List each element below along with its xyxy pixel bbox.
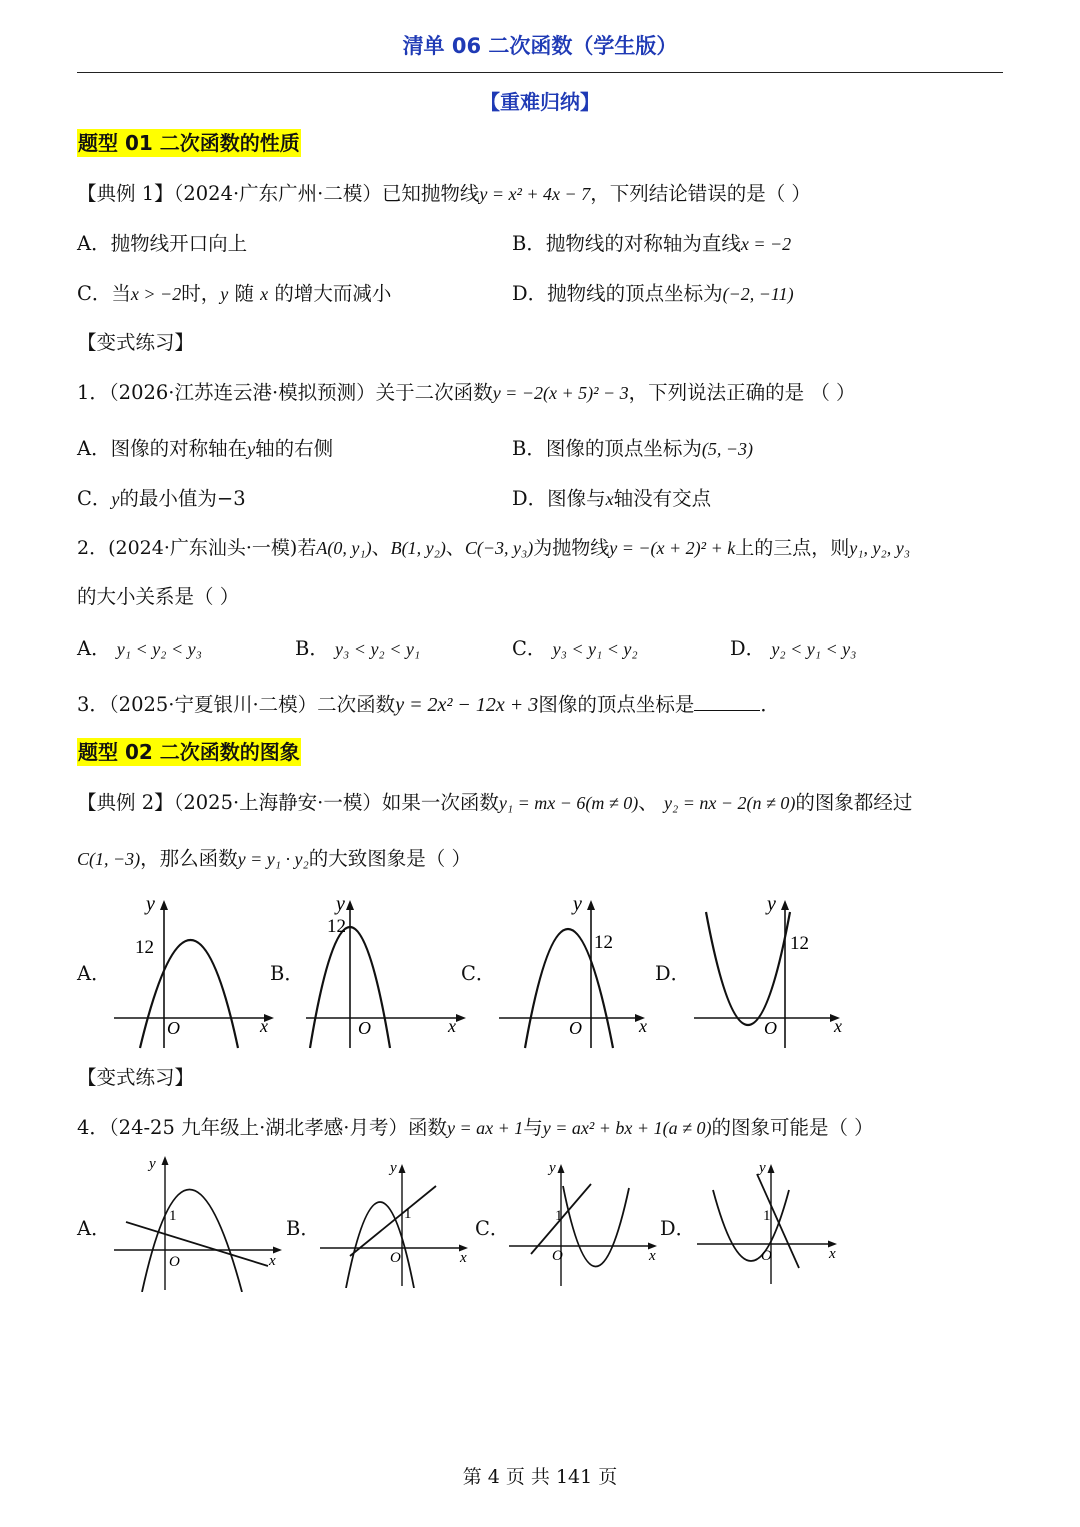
y-axis-label: y: [336, 893, 345, 915]
graph1-d-label: D．: [655, 962, 691, 985]
origin-label: O: [169, 1254, 180, 1270]
y-axis-arrow-icon: [399, 1164, 406, 1173]
q2-option-a: [77, 633, 202, 661]
origin-label: O: [358, 1018, 371, 1038]
q2-sep-2: 、: [445, 537, 465, 559]
q1-b-math: (5, −3): [701, 439, 753, 459]
x-axis-label: x: [829, 1246, 836, 1262]
parabola-curve: [142, 1190, 242, 1293]
q1-d-text-1: D．图像与: [512, 487, 606, 510]
option-c-math-3: x: [260, 284, 269, 304]
q2-option-d: [730, 633, 856, 661]
topic-1-heading: [77, 127, 301, 156]
example-2-f3: y = y₁ · y₂: [237, 849, 309, 869]
origin-label: O: [761, 1248, 772, 1264]
x-axis-label: x: [834, 1016, 842, 1036]
q1-text-1: 1．（2026·江苏连云港·模拟预测）关于二次函数: [77, 381, 493, 404]
topic-1-title: 题型 01 二次函数的性质: [78, 131, 300, 155]
example-2: [77, 787, 912, 815]
q1-text-2: ，下列说法正确的是 （ ）: [628, 381, 856, 404]
q2-c-math: y₃ < y₁ < y₂: [552, 639, 638, 659]
y-axis-label: y: [390, 1160, 397, 1176]
question-3: [77, 689, 780, 717]
q2-a-math: y₁ < y₂ < y₃: [116, 639, 202, 659]
graph1-d: [690, 892, 862, 1050]
option-c-math-2: y: [220, 284, 229, 304]
example-1-option-a: A．抛物线开口向上: [77, 232, 248, 255]
y-axis-label: y: [149, 1156, 156, 1172]
q1-a-text-1: A．图像的对称轴在: [77, 437, 248, 460]
y-axis-arrow-icon: [558, 1164, 565, 1173]
x-axis-label: x: [639, 1016, 647, 1036]
graph2-a: [112, 1152, 288, 1292]
y-axis-label: y: [549, 1160, 556, 1176]
graph2-b: [318, 1156, 478, 1288]
linear-line: [350, 1186, 436, 1256]
graph2-d-label: D．: [660, 1217, 696, 1240]
option-c-text-1: C．当: [77, 282, 131, 305]
graph1-c-label: C．: [461, 962, 496, 985]
q4-f2: y = ax² + bx + 1(a ≠ 0): [542, 1118, 712, 1138]
y-axis-arrow-icon: [587, 900, 595, 910]
q1-a-math: y: [247, 439, 256, 459]
origin-label: O: [552, 1248, 563, 1264]
intercept-label: 12: [327, 916, 346, 937]
example-1-formula: y = x² + 4x − 7: [479, 184, 591, 204]
q1-a-text-2: 轴的右侧: [255, 437, 334, 460]
parabola-curve: [140, 940, 238, 1048]
question-2: [77, 533, 910, 560]
intercept-label: 12: [790, 933, 809, 954]
y-axis-label: y: [767, 893, 776, 915]
intercept-label: 1: [763, 1208, 771, 1224]
option-c-math-1: x > −2: [130, 284, 182, 304]
q2-point-b: B(1, y₂): [390, 538, 446, 558]
q3-end: ．: [760, 693, 780, 716]
q2-option-b: [295, 633, 420, 661]
example-1-label: 【典例 1】: [77, 182, 174, 205]
graph1-b: [302, 892, 474, 1050]
q2-a-label: A．: [77, 637, 111, 660]
q1-d-text-2: 轴没有交点: [613, 487, 712, 510]
question-1: [77, 377, 856, 405]
q4-text-3: 的图象可能是（ ）: [711, 1116, 874, 1139]
example-1-source: （2024·广东广州·二模）已知抛物线: [173, 182, 480, 205]
option-b-text: B．抛物线的对称轴为直线: [512, 232, 741, 255]
q1-option-c: [77, 483, 246, 511]
intercept-label: 12: [135, 937, 154, 958]
x-axis-label: x: [649, 1248, 656, 1264]
q2-point-a: A(0, y₁): [316, 538, 372, 558]
y-axis-arrow-icon: [160, 900, 168, 910]
example-1-option-d: [512, 278, 794, 306]
q3-text-2: 图像的顶点坐标是: [538, 693, 695, 716]
q3-formula: y = 2x² − 12x + 3: [395, 694, 539, 716]
q2-option-c: [512, 633, 638, 661]
q2-text-3: 上的三点，则: [735, 537, 850, 559]
option-b-math: x = −2: [740, 234, 792, 254]
example-2-tail: 的图象都经过: [795, 791, 913, 814]
q4-text-2: 与: [523, 1116, 543, 1139]
example-2-f1: y₁ = mx − 6(m ≠ 0): [498, 793, 639, 813]
example-2-f2: y₂ = nx − 2(n ≠ 0): [664, 793, 796, 813]
q3-text-1: 3．（2025·宁夏银川·二模）二次函数: [77, 693, 396, 716]
q1-c-math: y: [111, 489, 120, 509]
practice-label-2: 【变式练习】: [77, 1066, 195, 1089]
q2-point-c: C(−3, y₃): [464, 538, 534, 558]
q1-b-text: B．图像的顶点坐标为: [512, 437, 702, 460]
x-axis-label: x: [460, 1250, 467, 1266]
y-axis-arrow-icon: [346, 900, 354, 910]
graph2-c-label: C．: [475, 1217, 510, 1240]
page-title: 清单 06 二次函数（学生版）: [402, 34, 678, 58]
q1-option-d: [512, 483, 711, 511]
example-2-point: C(1, −3): [77, 849, 141, 869]
example-2-tail-2: ，那么函数: [140, 847, 238, 870]
y-axis-arrow-icon: [768, 1164, 775, 1173]
q1-option-b: [512, 433, 753, 461]
origin-label: O: [764, 1018, 777, 1038]
example-2-label: 【典例 2】: [77, 791, 174, 814]
q3-answer-blank[interactable]: [694, 692, 760, 711]
question-4: [77, 1112, 874, 1140]
page-number: 第 4 页 共 141 页: [462, 1466, 618, 1488]
option-c-text-2: 时，: [181, 282, 221, 305]
q1-formula: y = −2(x + 5)² − 3: [492, 383, 629, 403]
section-heading: 【重难归纳】: [480, 90, 600, 114]
y-axis-arrow-icon: [162, 1156, 169, 1165]
example-2-tail-3: 的大致图象是（ ）: [308, 847, 471, 870]
option-d-math: (−2, −11): [722, 284, 794, 304]
intercept-label: 1: [169, 1208, 177, 1224]
graph1-a-label: A．: [77, 962, 111, 985]
x-axis-label: x: [448, 1016, 456, 1036]
header-divider: [77, 72, 1003, 73]
topic-2-heading: [77, 736, 301, 765]
q2-text-2: 为抛物线: [533, 537, 610, 559]
origin-label: O: [167, 1018, 180, 1038]
q2-c-label: C．: [512, 637, 547, 660]
example-2-source: （2025·上海静安·一模）如果一次函数: [173, 791, 499, 814]
practice-label-1: 【变式练习】: [77, 331, 195, 354]
example-1-tail: ，下列结论错误的是（ ）: [590, 182, 811, 205]
graph2-b-label: B．: [286, 1217, 320, 1240]
intercept-label: 12: [594, 932, 613, 953]
linear-line: [126, 1222, 268, 1266]
parabola-curve: [563, 1186, 629, 1267]
origin-label: O: [569, 1018, 582, 1038]
graph2-c: [507, 1156, 667, 1288]
example-1-option-c: [77, 278, 391, 306]
q2-text-1: 2．(2024·广东汕头·一模)若: [77, 537, 317, 559]
y-axis-arrow-icon: [781, 900, 789, 910]
q2-d-label: D．: [730, 637, 766, 660]
y-axis-label: y: [759, 1160, 766, 1176]
graph1-c: [495, 892, 667, 1050]
graph2-a-label: A．: [77, 1217, 111, 1240]
topic-2-title: 题型 02 二次函数的图象: [78, 740, 300, 764]
origin-label: O: [390, 1250, 401, 1266]
example-1: [77, 178, 811, 206]
q4-f1: y = ax + 1: [446, 1118, 524, 1138]
example-2-line-2: [77, 843, 471, 871]
q1-d-math: x: [605, 489, 614, 509]
parabola-curve: [706, 912, 790, 1025]
y-axis-label: y: [146, 893, 155, 915]
q2-b-math: y₃ < y₂ < y₁: [335, 639, 421, 659]
graph1-a: [110, 892, 282, 1050]
graph1-b-label: B．: [270, 962, 304, 985]
q2-vars: y₁, y₂, y₃: [849, 538, 910, 558]
q2-text-4: 的大小关系是（ ）: [77, 585, 240, 608]
q1-c-text-2: 的最小值为−3: [119, 487, 246, 510]
example-2-sep: 、: [638, 791, 658, 814]
q2-d-math: y₂ < y₁ < y₃: [771, 639, 857, 659]
x-axis-arrow-icon: [456, 1014, 466, 1022]
q1-option-a: [77, 433, 333, 461]
intercept-label: 1: [555, 1208, 563, 1224]
q1-c-text-1: C．: [77, 487, 112, 510]
q2-sep-1: 、: [371, 537, 391, 559]
parabola-curve: [713, 1190, 789, 1261]
option-c-text-3: 随: [234, 282, 254, 305]
y-axis-label: y: [573, 893, 582, 915]
q2-b-label: B．: [295, 637, 329, 660]
q2-formula: y = −(x + 2)² + k: [609, 538, 736, 558]
x-axis-label: x: [269, 1253, 276, 1269]
option-d-text: D．抛物线的顶点坐标为: [512, 282, 723, 305]
graph2-d: [695, 1156, 855, 1288]
example-1-option-b: [512, 228, 791, 256]
intercept-label: 1: [404, 1206, 412, 1222]
x-axis-label: x: [260, 1016, 268, 1036]
option-c-text-4: 的增大而减小: [274, 282, 392, 305]
q4-text-1: 4．（24-25 九年级上·湖北孝感·月考）函数: [77, 1116, 447, 1139]
